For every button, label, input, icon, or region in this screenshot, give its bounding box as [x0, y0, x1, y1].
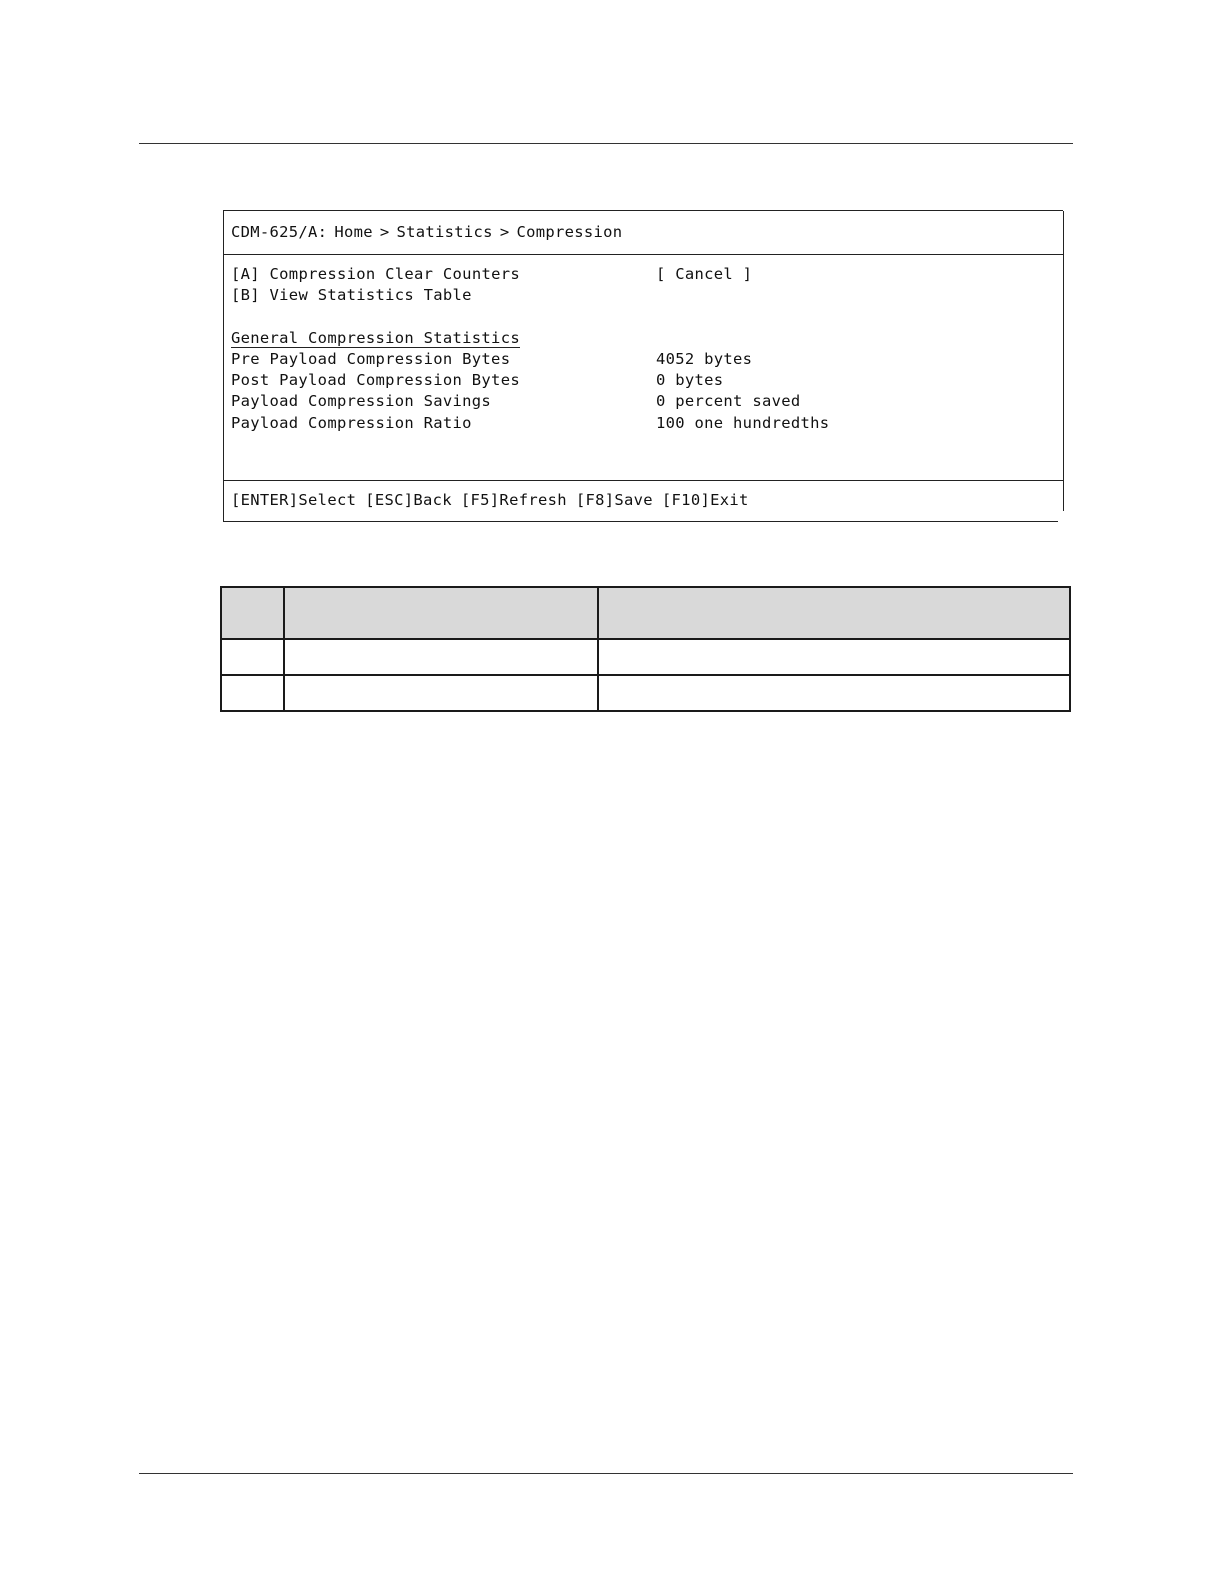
stat-label-post-payload: Post Payload Compression Bytes [231, 371, 520, 389]
stat-value-post-payload: 0 bytes [656, 371, 724, 389]
clear-counters-value[interactable]: [ Cancel ] [656, 265, 753, 283]
terminal-screen [223, 210, 1063, 522]
table-row [221, 639, 1070, 675]
table-cell [284, 639, 598, 675]
menu-item-view-statistics-table[interactable] [231, 285, 472, 305]
menu-key: [B] [231, 286, 260, 304]
table-header-row [221, 587, 1070, 639]
terminal-right-border [1063, 211, 1064, 511]
table-row [221, 675, 1070, 711]
breadcrumb [231, 222, 629, 242]
table-cell [284, 675, 598, 711]
breadcrumb-separator: > [499, 223, 510, 241]
table-cell [221, 639, 284, 675]
footer-rule [139, 1473, 1073, 1474]
stat-value-pre-payload: 4052 bytes [656, 350, 753, 368]
stat-label-ratio: Payload Compression Ratio [231, 414, 472, 432]
header-rule [139, 143, 1073, 144]
device-name: CDM-625/A: [231, 223, 328, 241]
section-title: General Compression Statistics [231, 329, 520, 347]
esc-back-key[interactable]: [ESC]Back [365, 491, 452, 509]
breadcrumb-home[interactable]: Home [334, 223, 373, 241]
f5-refresh-key[interactable]: [F5]Refresh [460, 491, 567, 509]
terminal-header [224, 211, 1063, 255]
f8-save-key[interactable]: [F8]Save [575, 491, 653, 509]
enter-select-key[interactable]: [ENTER]Select [231, 491, 357, 509]
key-hints [231, 490, 758, 510]
breadcrumb-separator: > [379, 223, 390, 241]
table-cell [221, 675, 284, 711]
stat-value-ratio: 100 one hundredths [656, 414, 830, 432]
table-header-cell [598, 587, 1070, 639]
stat-label-savings: Payload Compression Savings [231, 392, 492, 410]
table-header-cell [221, 587, 284, 639]
table-header-cell [284, 587, 598, 639]
menu-label: View Statistics Table [269, 286, 472, 304]
menu-key: [A] [231, 265, 260, 283]
f10-exit-key[interactable]: [F10]Exit [661, 491, 749, 509]
menu-label: Compression Clear Counters [269, 265, 520, 283]
table-cell [598, 675, 1070, 711]
stat-label-pre-payload: Pre Payload Compression Bytes [231, 350, 511, 368]
breadcrumb-statistics[interactable]: Statistics [396, 223, 493, 241]
stat-value-savings: 0 percent saved [656, 392, 801, 410]
menu-item-clear-counters[interactable] [231, 264, 520, 284]
breadcrumb-compression: Compression [516, 223, 623, 241]
description-table [220, 586, 1071, 712]
table-cell [598, 639, 1070, 675]
